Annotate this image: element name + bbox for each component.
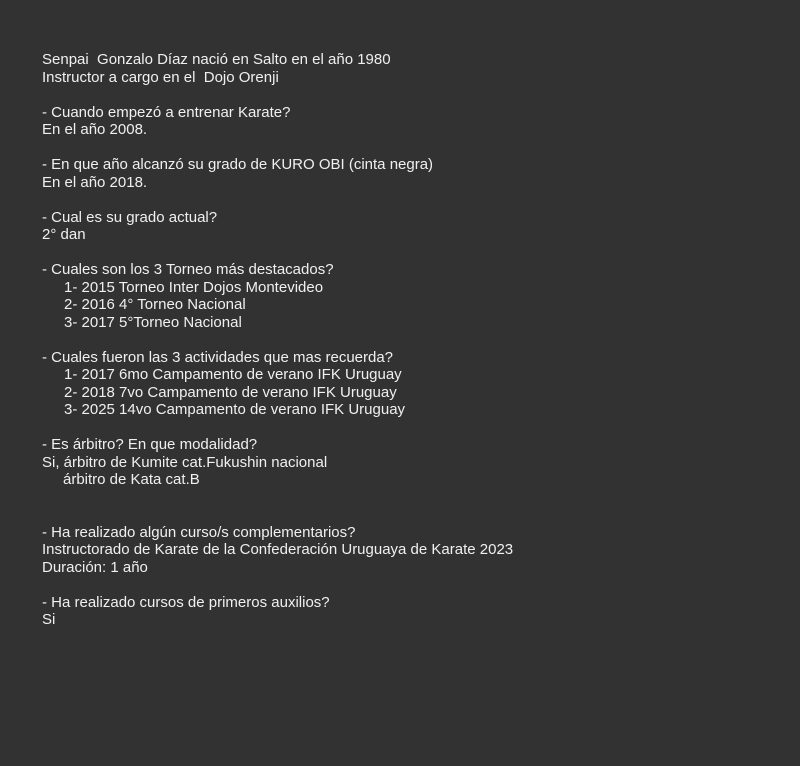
question-tournaments: - Cuales son los 3 Torneo más destacados? (42, 261, 334, 278)
question-activities: - Cuales fueron las 3 actividades que mas recuerda? (42, 348, 394, 366)
question-first-aid: - Ha realizado cursos de primeros auxilios? (42, 593, 330, 611)
tournament-item: 1- 2015 Torneo Inter Dojos Montevideo (64, 278, 324, 296)
answer-courses-name: Instructorado de Karate de la Confederación Uruguaya de Karate 2023 (42, 541, 514, 558)
answer-referee-kumite: Si, árbitro de Kumite cat.Fukushin nacional (42, 453, 328, 471)
intro-line-2: Instructor a cargo en el Dojo Orenji (42, 68, 279, 86)
question-courses: - Ha realizado algún curso/s complementarios? (42, 523, 356, 541)
question-black-belt: - En que año alcanzó su grado de KURO OBI (cinta negra) (42, 156, 434, 173)
intro-line-1: Senpai Gonzalo Díaz nació en Salto en el año 1980 (42, 51, 391, 68)
answer-grade: 2° dan (42, 226, 86, 243)
answer-black-belt: En el año 2018. (42, 173, 148, 191)
answer-first-aid: Si (42, 611, 56, 628)
tournament-item: 3- 2017 5°Torneo Nacional (64, 313, 242, 331)
question-referee: - Es árbitro? En que modalidad? (42, 436, 258, 453)
answer-referee-kata: árbitro de Kata cat.B (63, 471, 200, 488)
question-start: - Cuando empezó a entrenar Karate? (42, 103, 291, 121)
tournament-item: 2- 2016 4° Torneo Nacional (64, 296, 246, 313)
bio-text-block (42, 51, 513, 629)
activity-item: 2- 2018 7vo Campamento de verano IFK Uruguay (64, 383, 397, 401)
answer-start: En el año 2008. (42, 121, 148, 138)
question-grade: - Cual es su grado actual? (42, 208, 218, 226)
activity-item: 1- 2017 6mo Campamento de verano IFK Uruguay (64, 366, 402, 383)
answer-courses-duration: Duración: 1 año (42, 558, 148, 576)
activity-item: 3- 2025 14vo Campamento de verano IFK Uruguay (64, 401, 406, 418)
